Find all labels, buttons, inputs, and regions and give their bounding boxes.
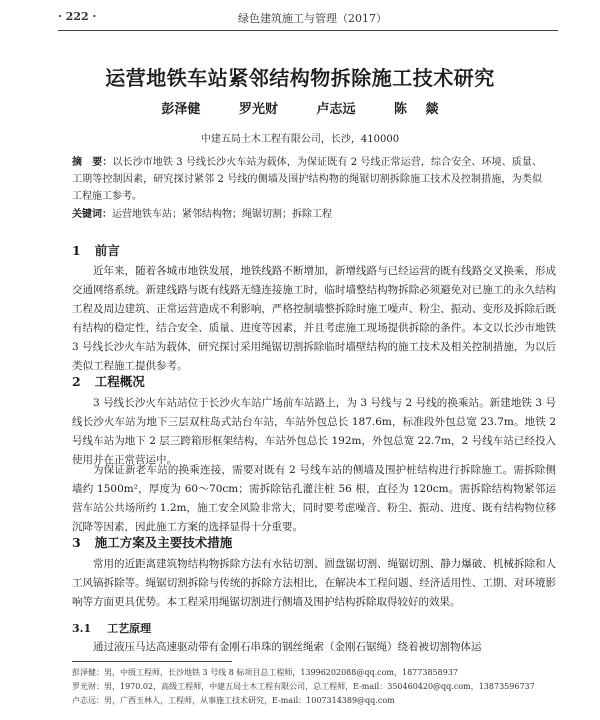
- subsection-title: 工艺原理: [107, 622, 152, 635]
- abstract-text: 以长沙市地铁 3 号线长沙火车站为载体，为保证既有 2 号线正常运营，综合安全、环境、质量、工期等控制因素，研究探讨紧邻 2 号线的侧墙及围护结构物的绳锯切割拆除施工技术及控制措施，为类似工程施工参考。: [72, 157, 542, 202]
- author-list: [0, 98, 600, 117]
- section-heading-2: [72, 372, 145, 390]
- article-title: 运营地铁车站紧邻结构物拆除施工技术研究: [105, 66, 495, 90]
- keywords-label: 关键词：: [72, 209, 112, 220]
- footnotes: [72, 666, 556, 708]
- paragraph: 常用的近距离建筑物结构物拆除方法有水钻切割、圆盘锯切割、绳锯切割、静力爆破、机械拆除和人工风镐拆除等。绳锯切割拆除与传统的拆除方法相比，在解决本工程问题、经济适用性、工期、对环境影响等方面更具优势。本工程采用绳锯切割进行侧墙及围护结构拆除取得较好的效果。: [72, 558, 556, 608]
- page-number: · 222 ·: [58, 10, 97, 23]
- affiliation: 中建五局土木工程有限公司，长沙，410000: [200, 134, 400, 145]
- keywords-text: 运营地铁车站；紧邻结构物；绳锯切割；拆除工程: [112, 209, 332, 220]
- abstract-label: 摘 要：: [72, 157, 113, 168]
- keywords: [72, 206, 542, 223]
- footnote: 罗光财：男，1970.02，高级工程师，中建五局土木工程有限公司，总工程师，E-mail：350460420@qq.com，13873596737: [72, 682, 535, 691]
- section-number: 2: [72, 374, 81, 389]
- footnote: 卢志远：男，广西玉林人，工程师，从事施工技术研究，E-mail：1007314389@qq.com: [72, 696, 395, 705]
- section-number: 1: [72, 243, 81, 258]
- section-title: 前言: [94, 243, 120, 258]
- subsection-number: 3.1: [72, 622, 92, 635]
- paragraph: 3 号线长沙火车站站位于长沙火车站广场前车站路上，为 3 号线与 2 号线的换乘站。新建地铁 3 号线长沙火车站为地下三层双柱岛式站台车站，车站外包总长 187.6m，标准段外包总宽 23.7m。地铁 2 号线车站为地下 2 层三跨箱形框架结构，车站外包总长 192m，外包总宽 22.7m，2 号线车站已经投入使用并在正常营运中。: [72, 397, 556, 466]
- author: 彭泽健: [161, 102, 201, 117]
- running-header: [58, 10, 558, 28]
- paragraph: 为保证新老车站的换乘连接，需要对既有 2 号线车站的侧墙及围护桩结构进行拆除施工。需拆除侧墙约 1500m²，厚度为 60～70cm；需拆除钻孔灌注桩 56 根，直径为 120cm。需拆除结构物紧邻运营车站公共场所约 1.2m，施工安全风险非常大，同时要考虑噪音、粉尘、振动、进度、既有结构物位移沉降等因素，因此施工方案的选择显得十分重要。: [72, 464, 556, 533]
- paragraph: 通过液压马达高速驱动带有金刚石串珠的钢丝绳索（金刚石锯绳）绕着被切割物体运: [93, 641, 482, 653]
- section-title: 工程概况: [94, 374, 145, 389]
- section-number: 3: [72, 535, 81, 550]
- author: 卢志远: [316, 102, 356, 117]
- subsection-heading-3-1: [72, 620, 151, 636]
- section-title: 施工方案及主要技术措施: [94, 535, 233, 550]
- header-rule: [58, 30, 558, 31]
- footnote-rule: [72, 661, 232, 662]
- section-heading-3: [72, 533, 232, 551]
- author: 罗光财: [238, 102, 278, 117]
- paragraph: 近年来，随着各城市地铁发展，地铁线路不断增加，新增线路与已经运营的既有线路交叉换乘，形成交通网络系统。新建线路与既有线路无缝连接施工时，临时墙整结构物拆除必须避免对已施工的永久结构工程及周边建筑、正常运营造成不利影响，严格控制墙整拆除时施工噪声、粉尘、振动、变形及拆除后既有结构的稳定性，结合安全、质量、进度等因素，并且考虑施工现场提供拆除的条件。本文以长沙市地铁 3 号线长沙火车站为载体，研究探讨采用绳锯切割拆除临时墙壁结构的施工技术及相关控制措施，为以后类似工程施工提供参考。: [72, 265, 556, 372]
- footnote: 彭泽健：男，中级工程师，长沙地铁 3 号线 8 标项目总工程师，13996202088@qq.com，18773858937: [72, 668, 458, 677]
- journal-title: 绿色建筑施工与管理（2017）: [238, 12, 387, 25]
- author: 陈 燚: [394, 102, 439, 117]
- section-heading-1: [72, 241, 120, 259]
- abstract: [72, 154, 542, 205]
